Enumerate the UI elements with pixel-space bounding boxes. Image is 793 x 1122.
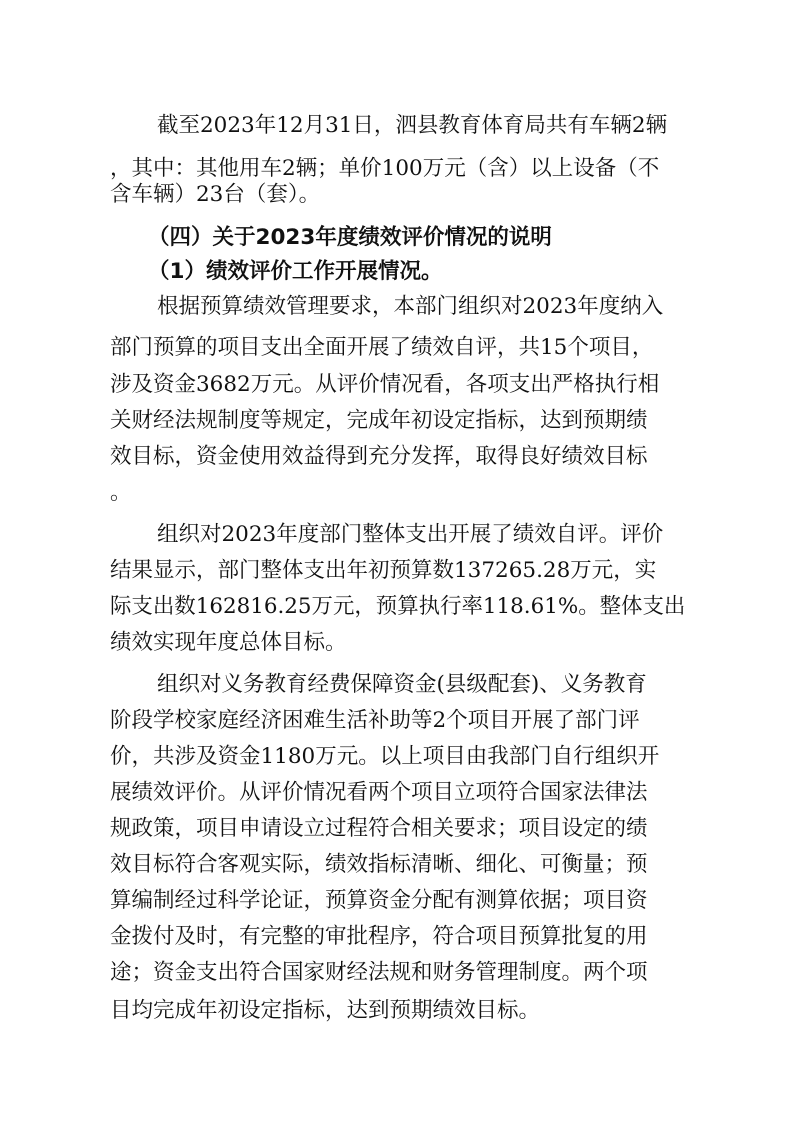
- paragraph-line: 组织对义务教育经费保障资金(县级配套)、义务教育: [157, 672, 647, 697]
- paragraph-line: 关财经法规制度等规定，完成年初设定指标，达到预期绩: [110, 408, 648, 433]
- paragraph-line: 阶段学校家庭经济困难生活补助等2个项目开展了部门评: [110, 708, 640, 733]
- paragraph-line: 部门预算的项目支出全面开展了绩效自评，共15个项目，: [110, 335, 654, 360]
- paragraph-line: 价，共涉及资金1180万元。以上项目由我部门自行组织开: [110, 744, 660, 769]
- section-heading: （四）关于2023年度绩效评价情况的说明: [148, 225, 552, 250]
- paragraph-line: 规政策，项目申请设立过程符合相关要求；项目设定的绩: [110, 816, 648, 841]
- paragraph-line: 效目标，资金使用效益得到充分发挥，取得良好绩效目标: [110, 444, 648, 469]
- paragraph-line: 涉及资金3682万元。从评价情况看，各项支出严格执行相: [110, 372, 660, 397]
- paragraph-line: 含车辆）23台（套）。: [110, 182, 321, 207]
- paragraph-line: 。: [110, 480, 132, 505]
- paragraph-line: 展绩效评价。从评价情况看两个项目立项符合国家法律法: [110, 780, 648, 805]
- paragraph-line: 途；资金支出符合国家财经法规和财务管理制度。两个项: [110, 960, 648, 985]
- paragraph-line: 际支出数162816.25万元，预算执行率118.61%。整体支出: [110, 594, 686, 619]
- paragraph-line: 算编制经过科学论证，预算资金分配有测算依据；项目资: [110, 888, 648, 913]
- subsection-heading: （1）绩效评价工作开展情况。: [148, 259, 443, 284]
- paragraph-line: 结果显示，部门整体支出年初预算数137265.28万元，实: [110, 558, 657, 583]
- paragraph-line: 目均完成年初设定指标，达到预期绩效目标。: [110, 998, 541, 1023]
- paragraph-line: 效目标符合客观实际，绩效指标清晰、细化、可衡量；预: [110, 852, 648, 877]
- paragraph-line: 根据预算绩效管理要求，本部门组织对2023年度纳入: [157, 294, 664, 319]
- paragraph-line: ，其中：其他用车2辆；单价100万元（含）以上设备（不: [110, 156, 660, 181]
- paragraph-line: 绩效实现年度总体目标。: [110, 630, 347, 655]
- paragraph-line: 截至2023年12月31日，泗县教育体育局共有车辆2辆: [157, 113, 668, 138]
- paragraph-line: 组织对2023年度部门整体支出开展了绩效自评。评价: [157, 522, 664, 547]
- paragraph-line: 金拨付及时，有完整的审批程序，符合项目预算批复的用: [110, 924, 648, 949]
